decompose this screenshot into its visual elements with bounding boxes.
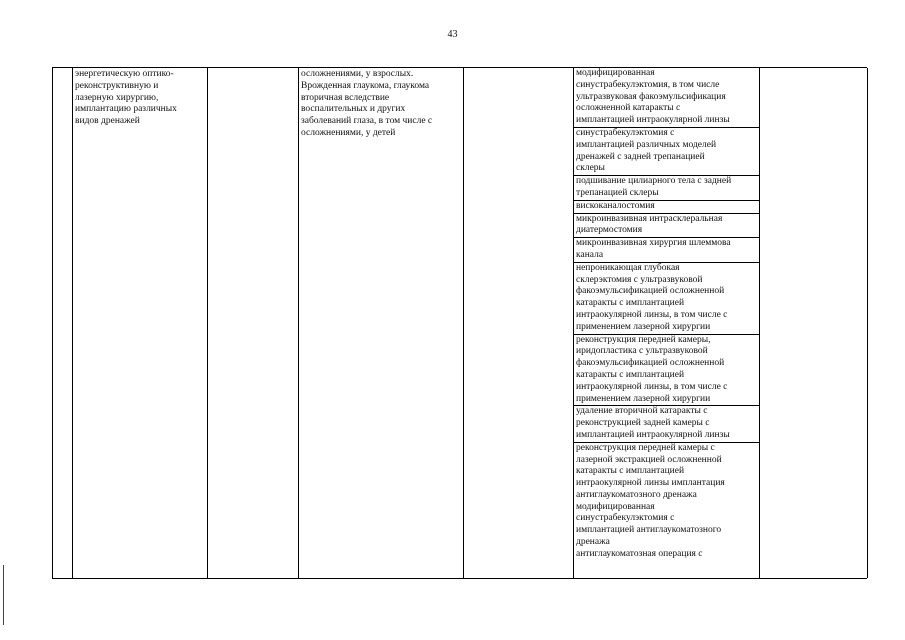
scan-edge-mark bbox=[3, 565, 4, 625]
col-cost-cell bbox=[760, 68, 868, 578]
page-number: 43 bbox=[447, 29, 458, 40]
method-item: синустрабекулэктомия с имплантацией различных моделей дренажей с задней трепанацией склеры bbox=[574, 128, 759, 176]
col-code-cell bbox=[208, 68, 299, 578]
col-methods-cell bbox=[574, 68, 760, 578]
method-item: микроинвазивная хирургия шлеммова канала bbox=[574, 238, 759, 263]
col-treatment-type-cell bbox=[73, 68, 208, 578]
diagnosis-text: осложнениями, у взрослых. Врожденная глаукома, глаукома вторичная вследствие воспалительных и других заболеваний глаза, в том числе с осложнениями, у детей bbox=[301, 69, 433, 138]
procedures-table bbox=[52, 67, 867, 579]
col-diagnosis-cell bbox=[299, 68, 464, 578]
col-number-cell bbox=[53, 68, 73, 578]
method-item: удаление вторичной катаракты с реконструкцией задней камеры с имплантацией интраокулярной линзы bbox=[574, 406, 759, 442]
col-patient-model-cell bbox=[464, 68, 574, 578]
method-item: непроникающая глубокая склерэктомия с ультразвуковой факоэмульсификацией осложненной катаракты с имплантацией интраокулярной линзы, в том числе с применением лазерной хирургии bbox=[574, 263, 759, 335]
treatment-type-text: энергетическую оптико- реконструктивную и лазерную хирургию, имплантацию различных видов дренажей bbox=[75, 69, 177, 127]
method-item: микроинвазивная интрасклеральная диатермостомия bbox=[574, 214, 759, 239]
method-item: реконструкция передней камеры с лазерной экстракцией осложненной катаракты с имплантацией интраокулярной линзы имплантация антиглаукоматозного дренажа модифицированная синустрабекулэктомия с имплантацией антиглаукоматозного дренажа антиглаукоматозная операция с bbox=[576, 442, 725, 559]
method-item: подшивание цилиарного тела с задней трепанацией склеры bbox=[574, 176, 759, 201]
method-item: вискоканалостомия bbox=[574, 201, 759, 214]
method-item: модифицированная синустрабекулэктомия, в том числе ультразвуковая факоэмульсификация осложненной катаракты с имплантацией интраокулярной линзы bbox=[574, 68, 759, 128]
method-item: реконструкция передней камеры, иридопластика с ультразвуковой факоэмульсификацией осложненной катаракты с имплантацией интраокулярной линзы, в том числе с применением лазерной хирургии bbox=[574, 335, 759, 407]
